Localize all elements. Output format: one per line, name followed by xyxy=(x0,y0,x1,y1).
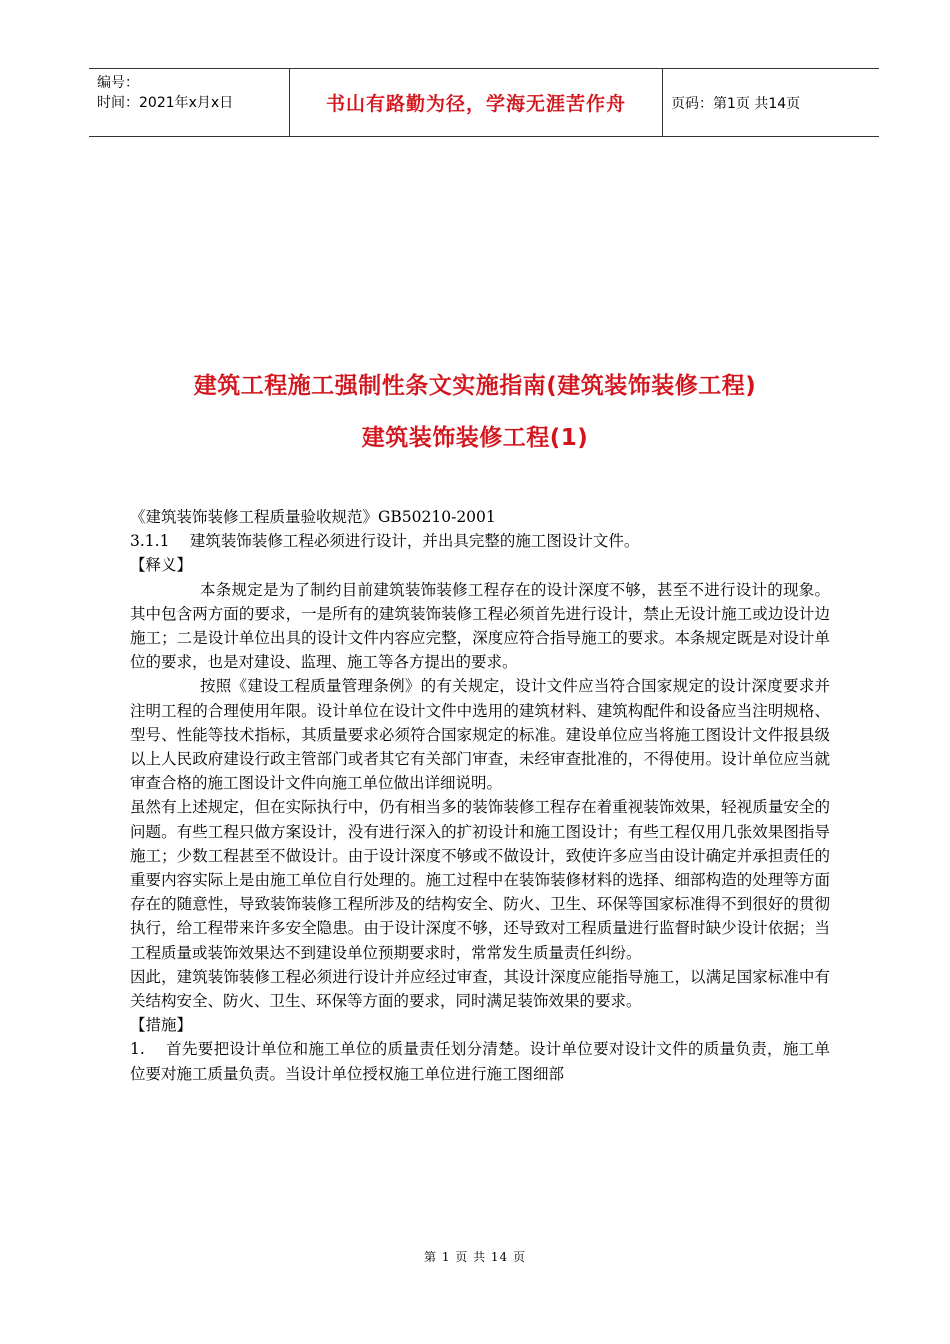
clause-text: 3.1.1 建筑装饰装修工程必须进行设计，并出具完整的施工图设计文件。 xyxy=(130,532,640,551)
header-motto: 书山有路勤为径，学海无涯苦作舟 xyxy=(289,69,663,136)
page-footer: 第 1 页 共 14 页 xyxy=(424,1250,526,1264)
body-paragraph: 按照《建设工程质量管理条例》的有关规定，设计文件应当符合国家规定的设计深度要求并注明工程的合理使用年限。设计单位在设计文件中选用的建筑材料、建筑构配件和设备应当注明规格、型号、性能等技术指标，其质量要求必须符合国家规定的标准。建设单位应当将施工图设计文件报县级以上人民政府建设行政主管部门或者其它有关部门审查，未经审查批准的，不得使用。设计单位应当就审查合格的施工图设计文件向施工单位做出详细说明。 xyxy=(130,677,830,793)
body-paragraph: 因此，建筑装饰装修工程必须进行设计并应经过审查，其设计深度应能指导施工，以满足国家标准中有关结构安全、防火、卫生、环保等方面的要求，同时满足装饰效果的要求。 xyxy=(130,967,830,1011)
section-heading-measures: 【措施】 xyxy=(130,1016,193,1035)
measure-item: 1. 首先要把设计单位和施工单位的质量责任划分清楚。设计单位要对设计文件的质量负责，施工单位要对施工质量负责。当设计单位授权施工单位进行施工图细部 xyxy=(130,1040,830,1083)
section-heading-interpretation: 【释义】 xyxy=(130,556,193,575)
body-paragraph: 本条规定是为了制约目前建筑装饰装修工程存在的设计深度不够，甚至不进行设计的现象。其中包含两方面的要求，一是所有的建筑装饰装修工程必须首先进行设计，禁止无设计施工或边设计边施工；二是设计单位出具的设计文件内容应完整，深度应符合指导施工的要求。本条规定既是对设计单位的要求，也是对建设、监理、施工等各方提出的要求。 xyxy=(130,580,830,672)
header-meta xyxy=(89,69,289,136)
document-subtitle: 建筑装饰装修工程(1) xyxy=(361,425,589,451)
document-title: 建筑工程施工强制性条文实施指南(建筑装饰装修工程) xyxy=(193,373,757,399)
doc-number-label: 编号： xyxy=(97,75,139,91)
header-page-label: 页码：第1页 共14页 xyxy=(671,95,801,112)
body-paragraph: 虽然有上述规定，但在实际执行中，仍有相当多的装饰装修工程存在着重视装饰效果，轻视质量安全的问题。有些工程只做方案设计，没有进行深入的扩初设计和施工图设计；有些工程仅用几张效果图指导施工；少数工程甚至不做设计。由于设计深度不够或不做设计，致使许多应当由设计确定并承担责任的重要内容实际上是由施工单位自行处理的。施工过程中在装饰装修材料的选择、细部构造的处理等方面存在的随意性，导致装饰装修工程所涉及的结构安全、防火、卫生、环保等国家标准得不到很好的贯彻执行，给工程带来许多安全隐患。由于设计深度不够，还导致对工程质量进行监督时缺少设计依据；当工程质量或装饰效果达不到建设单位预期要求时，常常发生质量责任纠纷。 xyxy=(130,798,830,962)
page-header xyxy=(89,68,879,137)
doc-time-label: 时间：2021年x月x日 xyxy=(97,95,234,111)
document-body xyxy=(130,505,830,1086)
standard-reference: 《建筑装饰装修工程质量验收规范》GB50210-2001 xyxy=(130,508,496,526)
